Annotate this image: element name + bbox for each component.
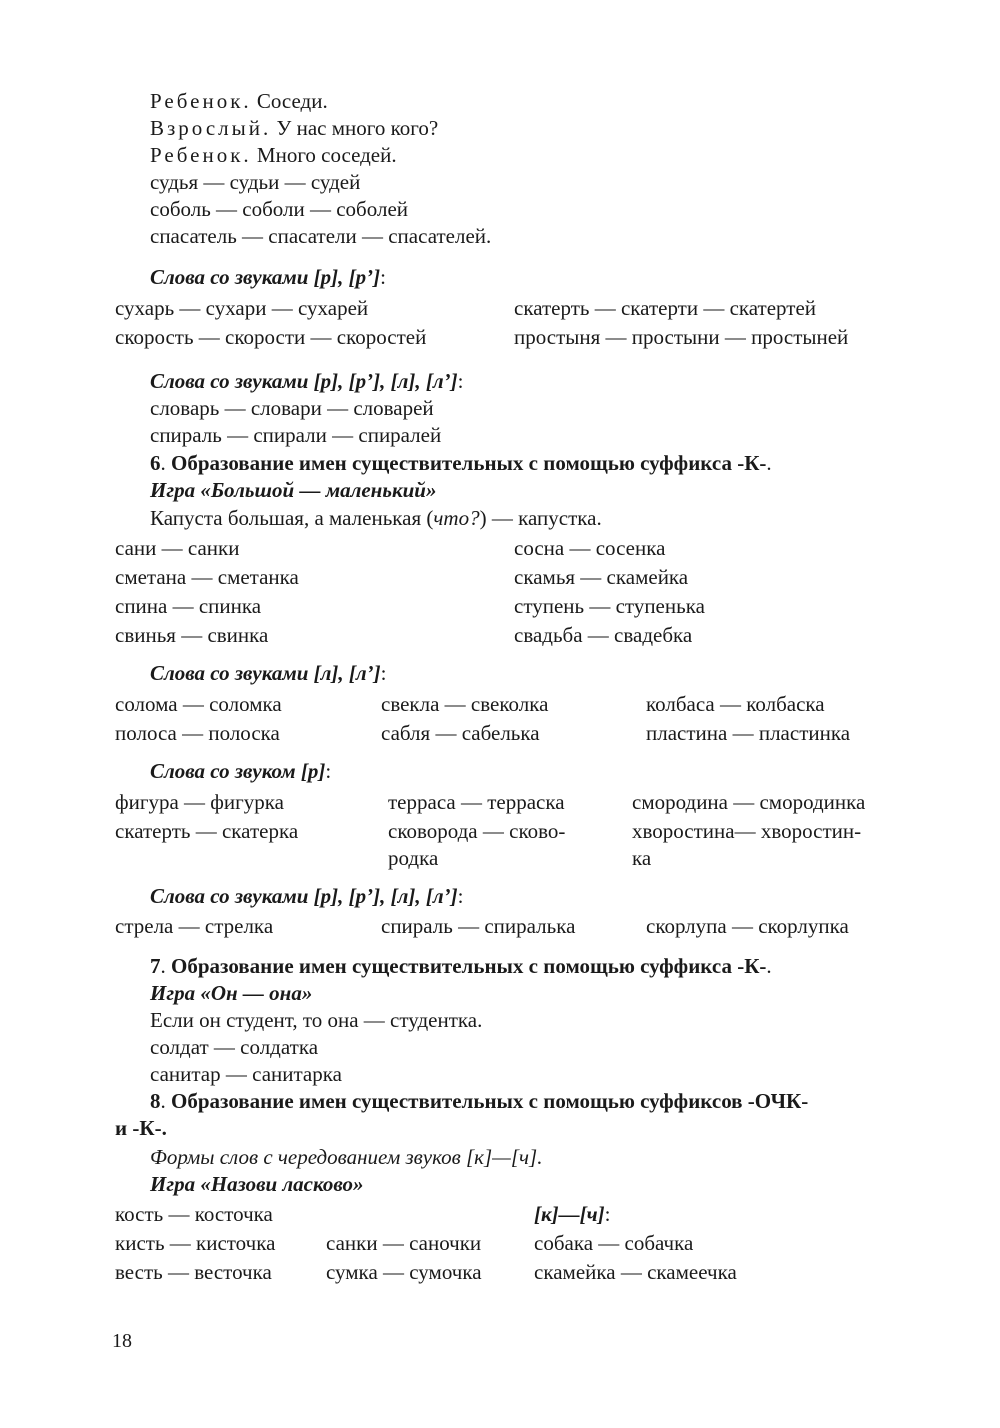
page-number: 18 — [112, 1330, 132, 1352]
word-line: родка — [388, 846, 439, 870]
item-title: 8. Образование имен существительных с помощью суффиксов -ОЧК- — [150, 1089, 809, 1113]
word-line: терраса — терраска — [388, 790, 565, 814]
section-heading: Слова со звуками [р], [р’]: — [150, 265, 386, 289]
word-line: пластина — пластинка — [646, 721, 851, 745]
word-line: солома — соломка — [115, 692, 282, 716]
game-title: Игра «Большой — маленький» — [150, 478, 437, 502]
word-line: стрела — стрелка — [115, 914, 274, 938]
section-heading: Слова со звуками [р], [р’], [л], [л’]: — [150, 369, 464, 393]
speaker: Ребенок. — [150, 143, 252, 167]
word-line: колбаса — колбаска — [646, 692, 825, 716]
section-heading: Слова со звуками [р], [р’], [л], [л’]: — [150, 884, 464, 908]
word-line: собака — собачка — [534, 1231, 694, 1255]
word-line: санитар — санитарка — [150, 1062, 342, 1086]
word-line: скатерть — скатерти — скатертей — [514, 296, 817, 320]
word-line: полоса — полоска — [115, 721, 280, 745]
word-line: солдат — солдатка — [150, 1035, 319, 1059]
speaker: Ребенок. — [150, 89, 252, 113]
word-line: спина — спинка — [115, 594, 262, 618]
game-title: Игра «Назови ласково» — [150, 1172, 364, 1196]
word-line: сосна — сосенка — [514, 536, 666, 560]
word-line: сковорода — сково- — [388, 819, 566, 843]
word-line: соболь — соболи — соболей — [150, 197, 408, 221]
word-line: судья — судьи — судей — [150, 170, 361, 194]
item-title: 6. Образование имен существительных с помощью суффикса -К-. — [150, 451, 772, 475]
word-line: свекла — свеколка — [381, 692, 549, 716]
word-line: сумка — сумочка — [326, 1260, 482, 1284]
word-line: спираль — спирали — спиралей — [150, 423, 442, 447]
utterance: У нас много кого? — [276, 116, 439, 140]
word-line: скамья — скамейка — [514, 565, 689, 589]
word-line: скатерть — скатерка — [115, 819, 299, 843]
item-title: 7. Образование имен существительных с помощью суффикса -К-. — [150, 954, 772, 978]
word-line: простыня — простыни — простыней — [514, 325, 849, 349]
word-line: ступень — ступенька — [514, 594, 705, 618]
word-line: свадьба — свадебка — [514, 623, 693, 647]
dialog-line — [150, 115, 438, 142]
word-line: сухарь — сухари — сухарей — [115, 296, 369, 320]
column-heading: [к]—[ч]: — [534, 1202, 611, 1226]
forms-note: Формы слов с чередованием звуков [к]—[ч]. — [150, 1145, 543, 1169]
word-line: кость — косточка — [115, 1202, 273, 1226]
example-line: Капуста большая, а маленькая (что?) — капустка. — [150, 506, 602, 530]
word-line: ка — [632, 846, 652, 870]
word-line: весть — весточка — [115, 1260, 272, 1284]
word-line: сабля — сабелька — [381, 721, 540, 745]
dialog-line — [150, 88, 328, 115]
word-line: свинья — свинка — [115, 623, 269, 647]
word-line: скамейка — скамеечка — [534, 1260, 737, 1284]
word-line: сани — санки — [115, 536, 240, 560]
word-line: словарь — словари — словарей — [150, 396, 434, 420]
word-line: спираль — спиралька — [381, 914, 576, 938]
item-title-cont: и -К-. — [115, 1116, 167, 1140]
section-heading: Слова со звуком [р]: — [150, 759, 332, 783]
word-line: сметана — сметанка — [115, 565, 299, 589]
example-line: Если он студент, то она — студентка. — [150, 1008, 483, 1032]
word-line: спасатель — спасатели — спасателей. — [150, 224, 492, 248]
speaker: Взрослый. — [150, 116, 272, 140]
section-heading: Слова со звуками [л], [л’]: — [150, 661, 387, 685]
word-line: санки — саночки — [326, 1231, 482, 1255]
utterance: Соседи. — [256, 89, 328, 113]
word-line: кисть — кисточка — [115, 1231, 276, 1255]
dialog-line — [150, 142, 397, 169]
word-line: смородина — смородинка — [632, 790, 866, 814]
word-line: хворостина— хворостин- — [632, 819, 862, 843]
utterance: Много соседей. — [256, 143, 397, 167]
word-line: фигура — фигурка — [115, 790, 284, 814]
word-line: скорлупа — скорлупка — [646, 914, 849, 938]
word-line: скорость — скорости — скоростей — [115, 325, 427, 349]
game-title: Игра «Он — она» — [150, 981, 313, 1005]
